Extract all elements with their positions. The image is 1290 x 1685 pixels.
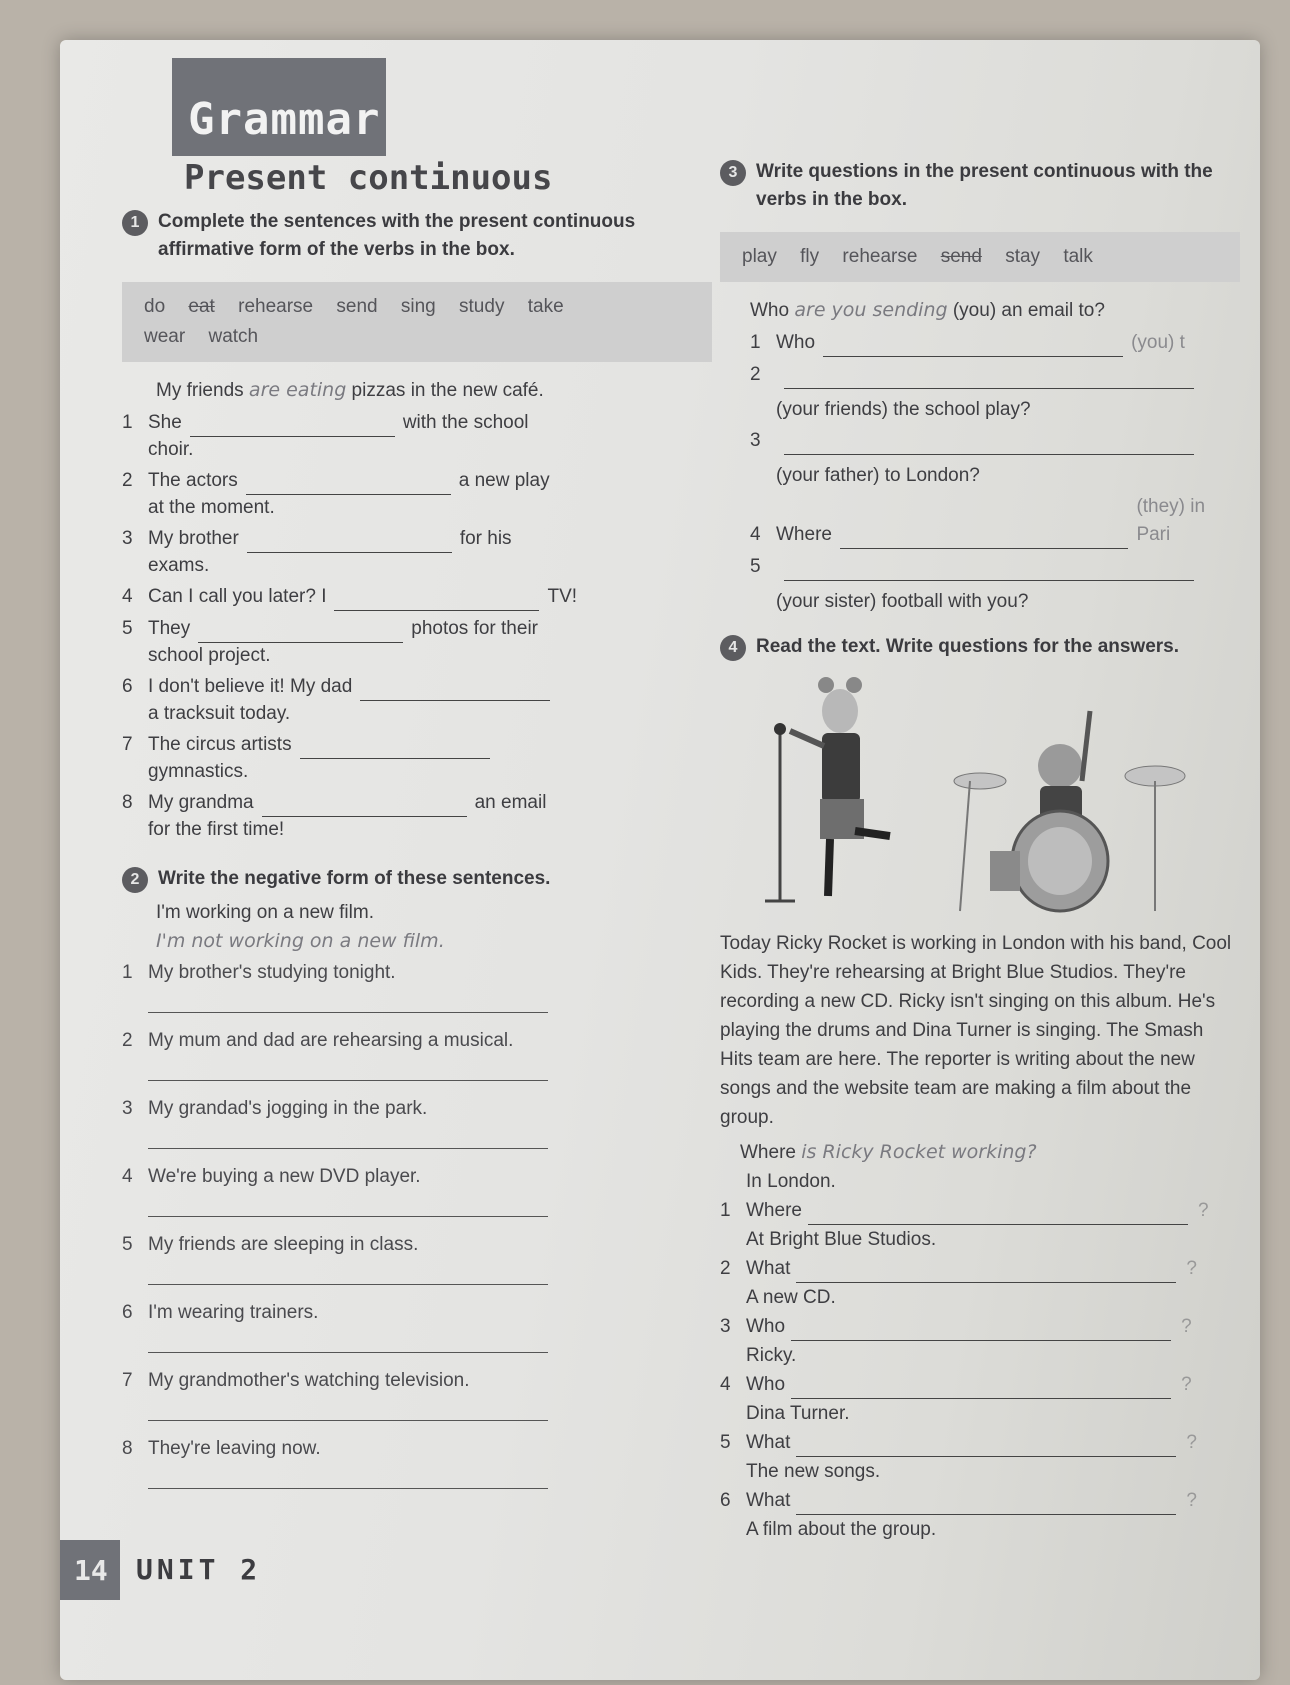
item-text: They're leaving now. [148,1438,321,1459]
ex1-item [122,409,712,437]
ex3-item [720,493,1240,549]
ex2-example-answer: I'm not working on a new film. [156,930,445,952]
item-end: an email [474,792,547,813]
answer-line[interactable] [148,1465,548,1489]
ex1-item [122,583,712,611]
item-end: a new play [458,470,550,491]
example-text: (you) an email to? [947,300,1105,321]
question-mark: ? [1186,1432,1197,1453]
item-start: My grandma [148,792,254,813]
item-start: I don't believe it! My dad [148,676,353,697]
item-start: Can I call you later? I [148,586,327,607]
ex1-item [122,789,712,817]
ex2-item [122,1367,712,1395]
ex2-item [122,1027,712,1055]
answer-line[interactable] [148,989,548,1013]
item-start: The actors [148,470,238,491]
item-continuation: school project. [148,645,271,666]
example-answer: are you sending [794,299,948,321]
ex2-number: 2 [122,867,148,893]
page-number: 14 [60,1540,120,1600]
ex1-item [122,731,712,759]
word: rehearse [238,296,314,317]
item-start: My brother [148,528,239,549]
item-number: 4 [122,586,133,607]
item-text [148,583,577,611]
ex4-items [720,1197,1240,1545]
ex1-item [122,467,712,495]
item-number: 2 [720,1258,731,1279]
item-number: 3 [122,528,133,549]
answer-blank[interactable] [784,369,1194,389]
grammar-tab: Grammar [172,58,386,156]
item-number: 6 [720,1490,731,1511]
item-continuation: for the first time! [148,819,285,840]
word: wear [144,326,186,347]
answer-text: Ricky. [746,1345,797,1366]
ex3-item [720,329,1240,357]
item-number: 3 [122,1098,133,1119]
ex3-item [720,553,1240,581]
word: stay [1005,246,1041,267]
item-text: My mum and dad are rehearsing a musical. [148,1030,514,1051]
ex1-example [122,376,712,405]
item-word: Who [746,1316,786,1337]
ex1-instruction: Complete the sentences with the present continuous affirmative form of the verbs in the box. [158,211,636,260]
item-number: 5 [720,1432,731,1453]
answer-blank[interactable] [784,435,1194,455]
answer-text: A film about the group. [746,1519,937,1540]
word: sing [400,296,436,317]
answer-line[interactable] [148,1125,548,1149]
question-mark: ? [1181,1374,1192,1395]
item-number: 1 [720,1200,731,1221]
item-start: Where [776,524,832,545]
item-number: 4 [122,1166,133,1187]
answer-blank[interactable] [246,475,451,495]
ex3-item [720,427,1240,455]
left-column [122,208,712,1497]
answer-line[interactable] [148,1057,548,1081]
item-continuation: choir. [148,439,194,460]
ex1-item [122,615,712,643]
item-text: My brother's studying tonight. [148,962,396,983]
item-number: 6 [122,1302,133,1323]
item-end: TV! [547,586,578,607]
answer-text: Dina Turner. [746,1403,850,1424]
answer-blank[interactable] [360,681,550,701]
ex4-item [720,1313,1240,1341]
item-end: photos for their [411,618,538,639]
item-end: with the school [402,412,529,433]
answer-blank[interactable] [262,797,467,817]
ex4-example-answer: In London. [746,1171,836,1192]
item-number: 2 [122,470,133,491]
section-title: Present continuous [184,158,553,198]
question-mark: ? [1186,1258,1197,1279]
item-word: What [746,1258,791,1279]
reading-text: Today Ricky Rocket is working in London with his band, Cool Kids. They're rehearsing at Bright Blue Studios. They're recording a new CD. Ricky isn't singing on this album. He's playing the drums and Dina Turner is singing. The Smash Hits team are here. The reporter is writing about the new songs and the website team are making a film about the group. [720,933,1232,1128]
answer-blank[interactable] [300,739,490,759]
item-text: I'm wearing trainers. [148,1302,319,1323]
answer-blank[interactable] [784,561,1194,581]
unit-label: UNIT 2 [136,1553,262,1586]
example-answer: are eating [248,379,347,401]
answer-blank[interactable] [840,529,1128,549]
answer-blank[interactable] [823,337,1123,357]
ex4-instruction: Read the text. Write questions for the answers. [756,636,1180,657]
ex4-example [720,1138,1240,1167]
item-text [148,673,558,701]
ex4-item [720,1371,1240,1399]
ex4-item [720,1255,1240,1283]
item-text: My grandad's jogging in the park. [148,1098,428,1119]
right-column [720,158,1240,1545]
ex2-item [122,959,712,987]
ex2-item [122,1163,712,1191]
item-text: My friends are sleeping in class. [148,1234,419,1255]
item-number: 8 [122,1438,133,1459]
example-answer: is Ricky Rocket working? [801,1141,1037,1163]
ex3-items [720,329,1240,615]
ex1-items [122,409,712,843]
item-continuation: at the moment. [148,497,275,518]
item-number: 2 [122,1030,133,1051]
word: send [336,296,378,317]
word-struck: send [940,246,982,267]
singer-drummer-illustration [760,671,1200,921]
ex3-instruction: Write questions in the present continuous with the verbs in the box. [756,161,1213,210]
workbook-page [60,40,1260,1680]
answer-blank[interactable] [791,1321,1171,1341]
ex3-example [720,296,1240,325]
word: watch [208,326,259,347]
answer-blank[interactable] [247,533,452,553]
answer-line[interactable] [148,1193,548,1217]
item-end: (they) in Pari [1136,496,1206,545]
item-number: 7 [122,1370,133,1391]
item-number: 6 [122,676,133,697]
answer-text: A new CD. [746,1287,836,1308]
word: talk [1063,246,1093,267]
word: do [144,296,166,317]
ex2-item [122,1095,712,1123]
answer-blank[interactable] [334,591,539,611]
example-text: Who [750,300,795,321]
band-illustration [760,671,1240,921]
word: fly [800,246,820,267]
item-text [148,615,538,643]
item-continuation: exams. [148,555,210,576]
item-number: 5 [122,618,133,639]
ex4-item [720,1197,1240,1225]
item-number: 5 [122,1234,133,1255]
item-word: Who [746,1374,786,1395]
item-number: 2 [750,364,761,385]
item-text [148,525,512,553]
ex1-item [122,525,712,553]
item-continuation: gymnastics. [148,761,249,782]
word: play [742,246,777,267]
ex3-item [720,361,1240,389]
item-word: What [746,1432,791,1453]
answer-text: At Bright Blue Studios. [746,1229,937,1250]
item-continuation: (your friends) the school play? [776,399,1031,420]
answer-blank[interactable] [796,1263,1176,1283]
ex4-number: 4 [720,635,746,661]
example-text: My friends [156,380,249,401]
question-mark: ? [1186,1490,1197,1511]
item-text: My grandmother's watching television. [148,1370,470,1391]
ex2-instruction: Write the negative form of these sentences. [158,868,551,889]
ex2-example: I'm working on a new film. [156,902,374,923]
answer-blank[interactable] [796,1495,1176,1515]
example-text: Where [740,1142,802,1163]
ex4-item [720,1429,1240,1457]
item-end: for his [459,528,512,549]
item-number: 4 [750,524,761,545]
item-number: 5 [750,556,761,577]
item-text [148,731,498,759]
example-text: pizzas in the new café. [346,380,544,401]
item-start: She [148,412,182,433]
answer-blank[interactable] [190,417,395,437]
item-number: 3 [750,430,761,451]
item-number: 4 [720,1374,731,1395]
item-text [148,409,529,437]
item-number: 3 [720,1316,731,1337]
answer-line[interactable] [148,1397,548,1421]
item-number: 1 [750,332,761,353]
question-mark: ? [1197,1200,1209,1221]
ex4-heading [720,633,1240,661]
item-word: Where [746,1200,802,1221]
item-start: Who [776,332,816,353]
word-struck: eat [188,296,215,317]
item-start: They [148,618,191,639]
ex1-number: 1 [122,210,148,236]
answer-blank[interactable] [198,623,403,643]
word: take [527,296,564,317]
ex1-heading [122,208,712,264]
question-mark: ? [1181,1316,1192,1337]
ex2-item [122,1435,712,1463]
ex3-word-box [720,232,1240,282]
answer-blank[interactable] [808,1205,1188,1225]
item-text: We're buying a new DVD player. [148,1166,421,1187]
item-number: 8 [122,792,133,813]
item-start: The circus artists [148,734,292,755]
item-continuation: (your sister) football with you? [776,591,1029,612]
answer-line[interactable] [148,1261,548,1285]
ex2-item [122,1299,712,1327]
answer-blank[interactable] [796,1437,1176,1457]
answer-text: The new songs. [746,1461,881,1482]
ex3-number: 3 [720,160,746,186]
item-text [148,467,550,495]
item-text [148,789,546,817]
item-number: 7 [122,734,133,755]
ex2-items [122,959,712,1489]
ex4-item [720,1487,1240,1515]
word: study [459,296,505,317]
item-continuation: (your father) to London? [776,465,980,486]
answer-blank[interactable] [791,1379,1171,1399]
answer-line[interactable] [148,1329,548,1353]
ex2-item [122,1231,712,1259]
word: rehearse [842,246,918,267]
ex1-word-box [122,282,712,362]
ex1-item [122,673,712,701]
item-continuation: a tracksuit today. [148,703,291,724]
item-number: 1 [122,962,133,983]
ex3-heading [720,158,1240,214]
item-end: (you) t [1131,332,1185,353]
item-number: 1 [122,412,133,433]
ex2-heading [122,865,712,893]
item-word: What [746,1490,791,1511]
